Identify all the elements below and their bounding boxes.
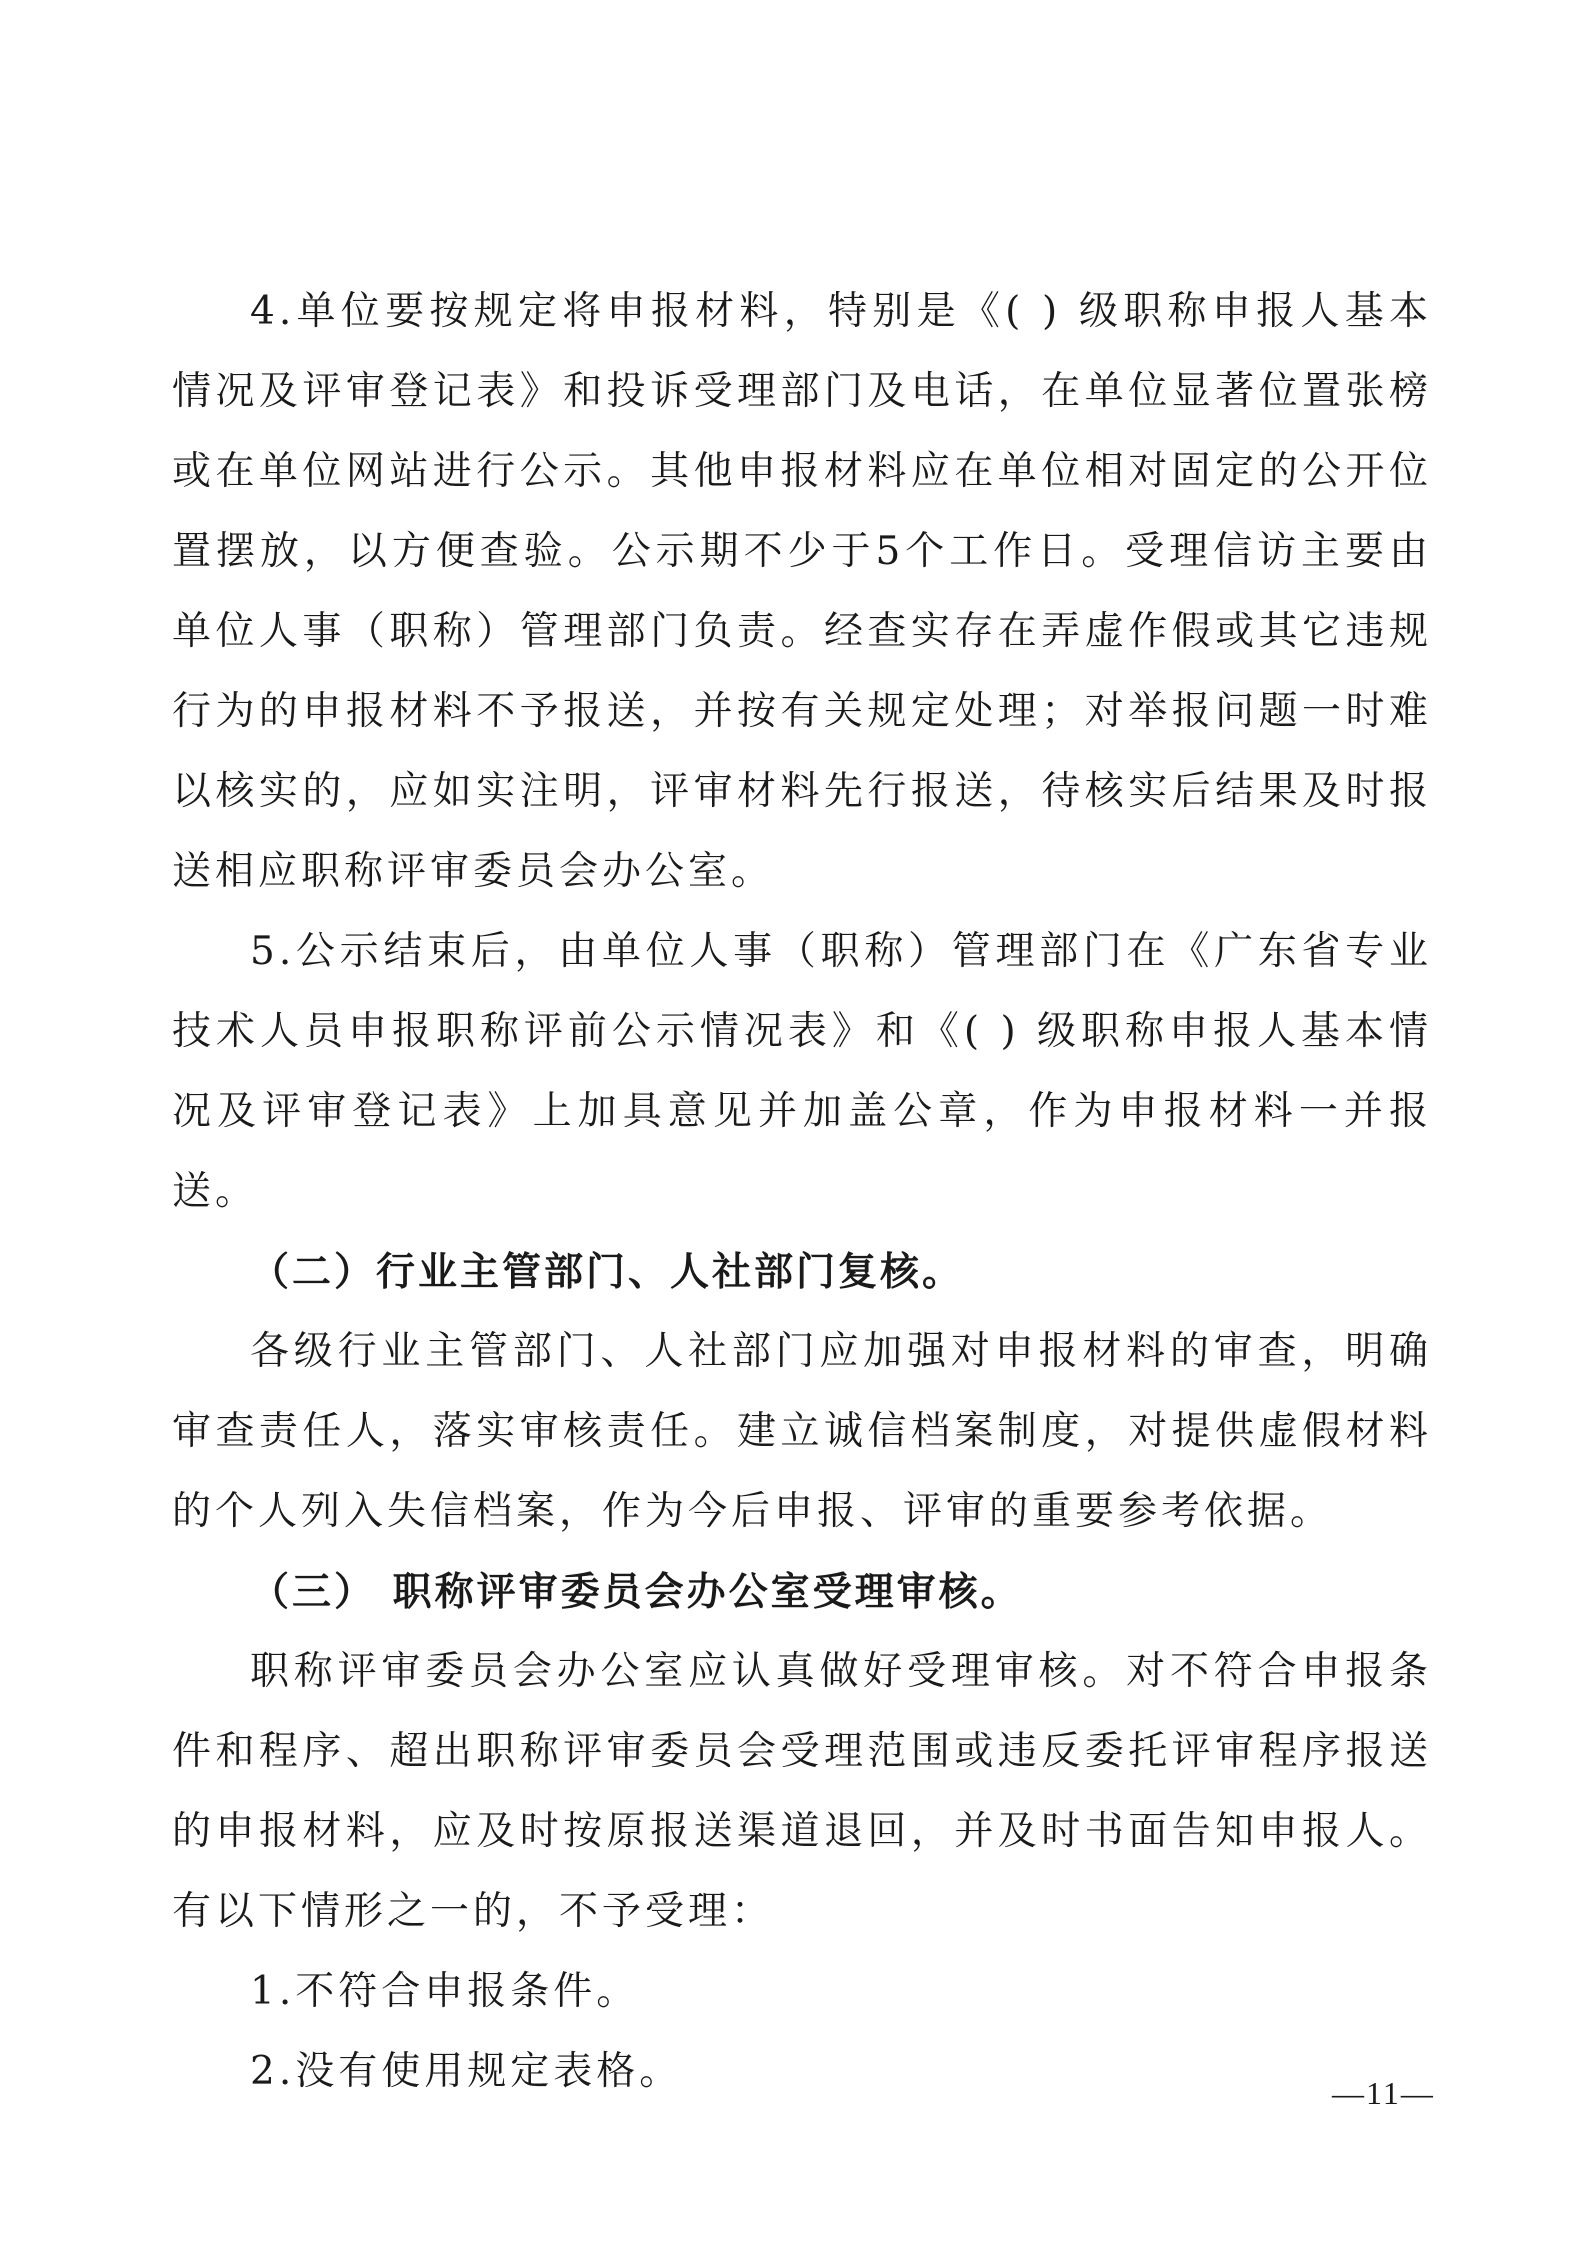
section-heading-2: （二）行业主管部门、人社部门复核。: [250, 1249, 965, 1295]
document-body: [172, 272, 1432, 2112]
paragraph-item-4: 4.单位要按规定将申报材料，特别是《( ) 级职称申报人基本情况及评审登记表》和投诉受理部门及电话，在单位显著位置张榜或在单位网站进行公示。其他申报材料应在单位相对固定的公开位置摆放，以方便查验。公示期不少于5个工作日。受理信访主要由单位人事（职称）管理部门负责。经查实存在弄虚作假或其它违规行为的申报材料不予报送，并按有关规定处理；对举报问题一时难以核实的，应如实注明，评审材料先行报送，待核实后结果及时报送相应职称评审委员会办公室。: [172, 289, 1432, 894]
paragraph-section-2: 各级行业主管部门、人社部门应加强对申报材料的审查，明确审查责任人，落实审核责任。建立诚信档案制度，对提供虚假材料的个人列入失信档案，作为今后申报、评审的重要参考依据。: [172, 1329, 1432, 1534]
list-item-1: 1.不符合申报条件。: [250, 1969, 640, 2014]
paragraph-section-3: 职称评审委员会办公室应认真做好受理审核。对不符合申报条件和程序、超出职称评审委员会受理范围或违反委托评审程序报送的申报材料，应及时按原报送渠道退回，并及时书面告知申报人。有以下情形之一的，不予受理：: [172, 1649, 1432, 1934]
page-number: —11—: [1332, 2075, 1435, 2111]
section-heading-3: （三） 职称评审委员会办公室受理审核。: [250, 1569, 1023, 1615]
paragraph-item-5: 5.公示结束后，由单位人事（职称）管理部门在《广东省专业技术人员申报职称评前公示情况表》和《( ) 级职称申报人基本情况及评审登记表》上加具意见并加盖公章，作为申报材料一并报送。: [172, 929, 1432, 1214]
list-item-2: 2.没有使用规定表格。: [250, 2049, 683, 2094]
